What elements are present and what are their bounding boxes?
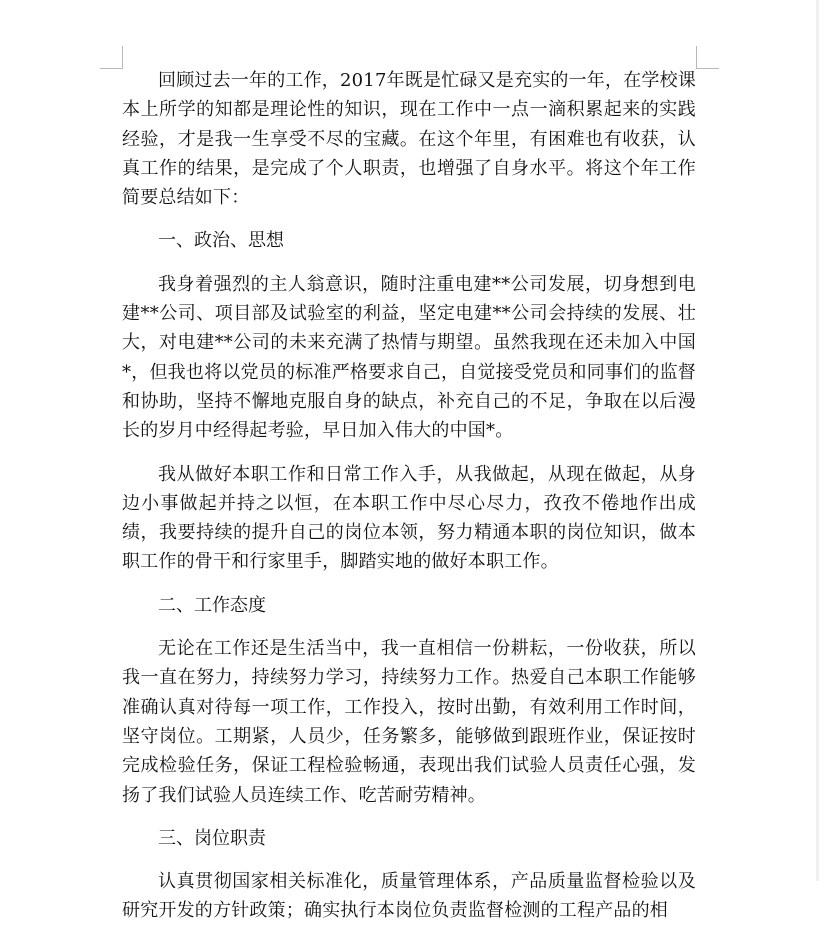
- paragraph-duties: 认真贯彻国家相关标准化，质量管理体系，产品质量监督检验以及研究开发的方针政策；确实执行本岗位负责监督检测的工程产品的相: [122, 871, 696, 922]
- document-body[interactable]: [122, 66, 696, 926]
- section-heading-politics: 一、政治、思想: [158, 230, 284, 252]
- paragraph-intro: 回顾过去一年的工作，2017年既是忙碌又是充实的一年，在学校课本上所学的知都是理论性的知识，现在工作中一点一滴积累起来的实践经验，才是我一生享受不尽的宝藏。在这个年里，有困难也有收获，认真工作的结果，是完成了个人职责，也增强了自身水平。将这个年工作简要总结如下：: [122, 70, 697, 209]
- margin-corner-mark-top-left: [100, 46, 123, 69]
- paragraph-politics: 我身着强烈的主人翁意识，随时注重电建**公司发展，切身想到电建**公司、项目部及试验室的利益，坚定电建**公司会持续的发展、壮大，对电建**公司的未来充满了热情与期望。虽然我现在还未加入中国*，但我也将以党员的标准严格要求自己，自觉接受党员和同事们的监督和协助，坚持不懈地克服自身的缺点，补充自己的不足，争取在以后漫长的岁月中经得起考验，早日加入伟大的中国*。: [122, 273, 696, 442]
- paragraph-attitude: 无论在工作还是生活当中，我一直相信一份耕耘，一份收获，所以我一直在努力，持续努力学习，持续努力工作。热爱自己本职工作能够准确认真对待每一项工作，工作投入，按时出勤，有效利用工作时间，坚守岗位。工期紧，人员少，任务繁多，能够做到跟班作业，保证按时完成检验任务，保证工程检验畅通，表现出我们试验人员责任心强，发扬了我们试验人员连续工作、吃苦耐劳精神。: [122, 638, 696, 806]
- margin-corner-mark-top-right: [696, 46, 719, 69]
- section-heading-duties: 三、岗位职责: [158, 827, 266, 849]
- paragraph-daily-work: 我从做好本职工作和日常工作入手，从我做起，从现在做起，从身边小事做起并持之以恒，在本职工作中尽心尽力，孜孜不倦地作出成绩，我要持续的提升自己的岗位本领，努力精通本职的岗位知识，做本职工作的骨干和行家里手，脚踏实地的做好本职工作。: [122, 463, 696, 573]
- section-heading-attitude: 二、工作态度: [158, 594, 266, 616]
